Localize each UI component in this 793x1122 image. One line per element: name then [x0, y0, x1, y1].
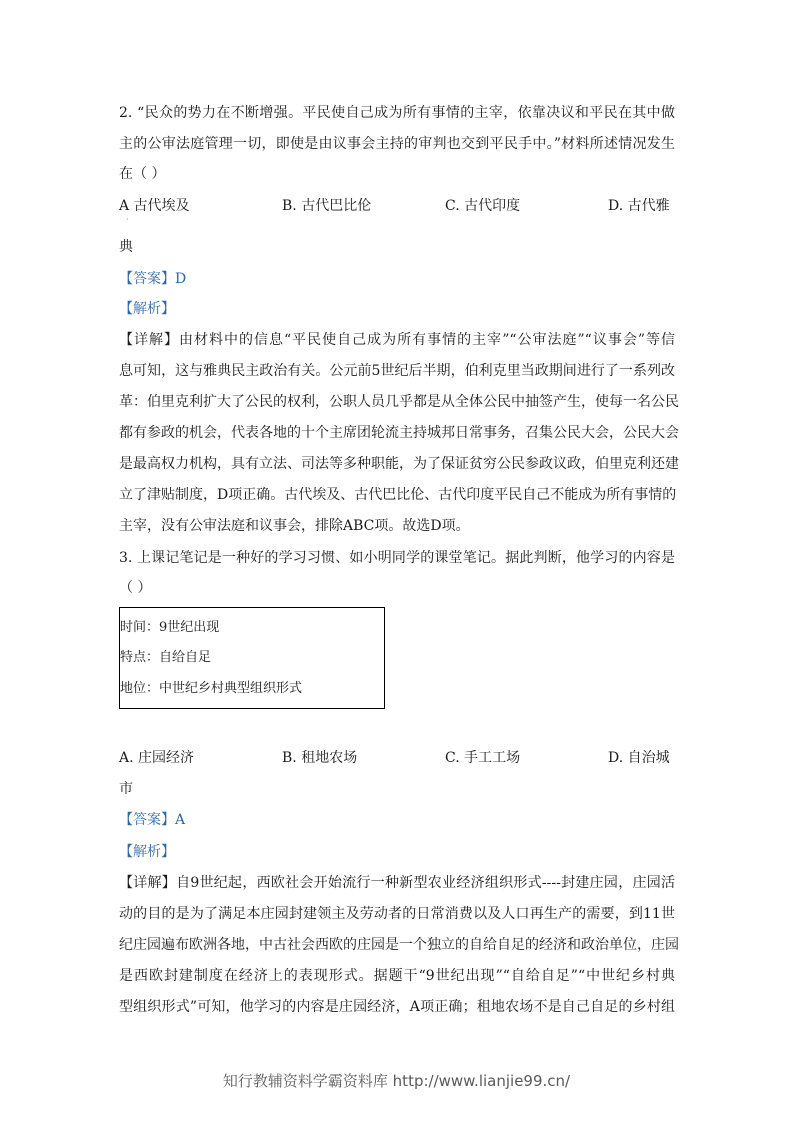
q2-line-3: 在（ ） — [119, 166, 166, 182]
q2-detail-1: 【详解】由材料中的信息“平民使自己成为所有事情的主宰”“公审法庭”“议事会”等信 — [119, 332, 675, 348]
q2-line-1: 2. “民众的势力在不断增强。平民使自己成为所有事情的主宰，依靠决议和平民在其中做 — [119, 105, 675, 121]
q2-option-c: C. 古代印度 — [445, 198, 521, 214]
q3-line-1: 3. 上课记笔记是一种好的学习习惯、如小明同学的课堂笔记。据此判断，他学习的内容是 — [119, 550, 675, 566]
q3-answer: 【答案】A — [119, 812, 186, 828]
q2-detail-6: 立了津贴制度，D项正确。古代埃及、古代巴比伦、古代印度平民自己不能成为所有事情的 — [119, 487, 677, 503]
q3-option-a: A. 庄园经济 — [119, 750, 195, 766]
q3-detail-3: 纪庄园遍布欧洲各地，中古社会西欧的庄园是一个独立的自给自足的经济和政治单位，庄园 — [119, 937, 679, 953]
q2-option-wrap: 典 — [119, 239, 133, 255]
notes-box — [119, 607, 385, 709]
q2-detail-3: 革：伯里克利扩大了公民的权利，公职人员几乎都是从全体公民中抽签产生，使每一名公民 — [119, 394, 679, 410]
q2-answer: 【答案】D — [119, 271, 187, 287]
q3-options — [119, 748, 675, 768]
q3-option-d: D. 自治城 — [608, 750, 670, 766]
q3-detail-5: 型组织形式”可知，他学习的内容是庄园经济，A项正确；租地农场不是自己自足的乡村组 — [119, 999, 675, 1015]
q2-detail-4: 都有参政的机会，代表各地的十个主席团轮流主持城邦日常事务，召集公民大会，公民大会 — [119, 425, 679, 441]
q2-line-2: 主的公审法庭管理一切，即使是由议事会主持的审判也交到平民手中。”材料所述情况发生 — [119, 136, 675, 152]
q2-options — [119, 196, 675, 216]
q3-analysis-heading: 【解析】 — [119, 844, 175, 860]
q2-detail-2: 息可知，这与雅典民主政治有关。公元前5世纪后半期，伯利克里当政期间进行了一系列改 — [119, 363, 675, 379]
q2-option-b: B. 古代巴比伦 — [282, 198, 372, 214]
q2-detail-5: 是最高权力机构，具有立法、司法等多种职能，为了保证贫穷公民参政议政，伯里克利还建 — [119, 456, 679, 472]
q2-option-a: A 古代埃及 — [119, 198, 190, 214]
q2-detail-7: 主宰，没有公审法庭和议事会，排除ABC项。故选D项。 — [119, 518, 470, 534]
q2-analysis-heading: 【解析】 — [119, 301, 175, 317]
q3-option-c: C. 手工工场 — [445, 750, 521, 766]
q3-option-wrap: 市 — [119, 781, 133, 797]
notes-status: 地位：中世纪乡村典型组织形式 — [120, 681, 303, 696]
notes-feature: 特点：自给自足 — [120, 650, 212, 665]
page-footer[interactable]: 知行教辅资料学霸资料库 http://www.lianjie99.cn/ — [222, 1072, 571, 1090]
q3-detail-2: 动的目的是为了满足本庄园封建领主及劳动者的日常消费以及人口再生产的需要，到11世 — [119, 906, 675, 922]
notes-time: 时间：9世纪出现 — [120, 620, 220, 635]
q3-option-b: B. 租地农场 — [282, 750, 358, 766]
q2-option-d: D. 古代雅 — [608, 198, 670, 214]
scan-dot: · — [126, 215, 129, 224]
q3-line-2: （ ） — [119, 580, 152, 596]
q3-detail-1: 【详解】自9世纪起，西欧社会开始流行一种新型农业经济组织形式----封建庄园，庄园活 — [119, 875, 675, 891]
q3-detail-4: 是西欧封建制度在经济上的表现形式。据题干“9世纪出现”“自给自足”“中世纪乡村典 — [119, 968, 675, 984]
